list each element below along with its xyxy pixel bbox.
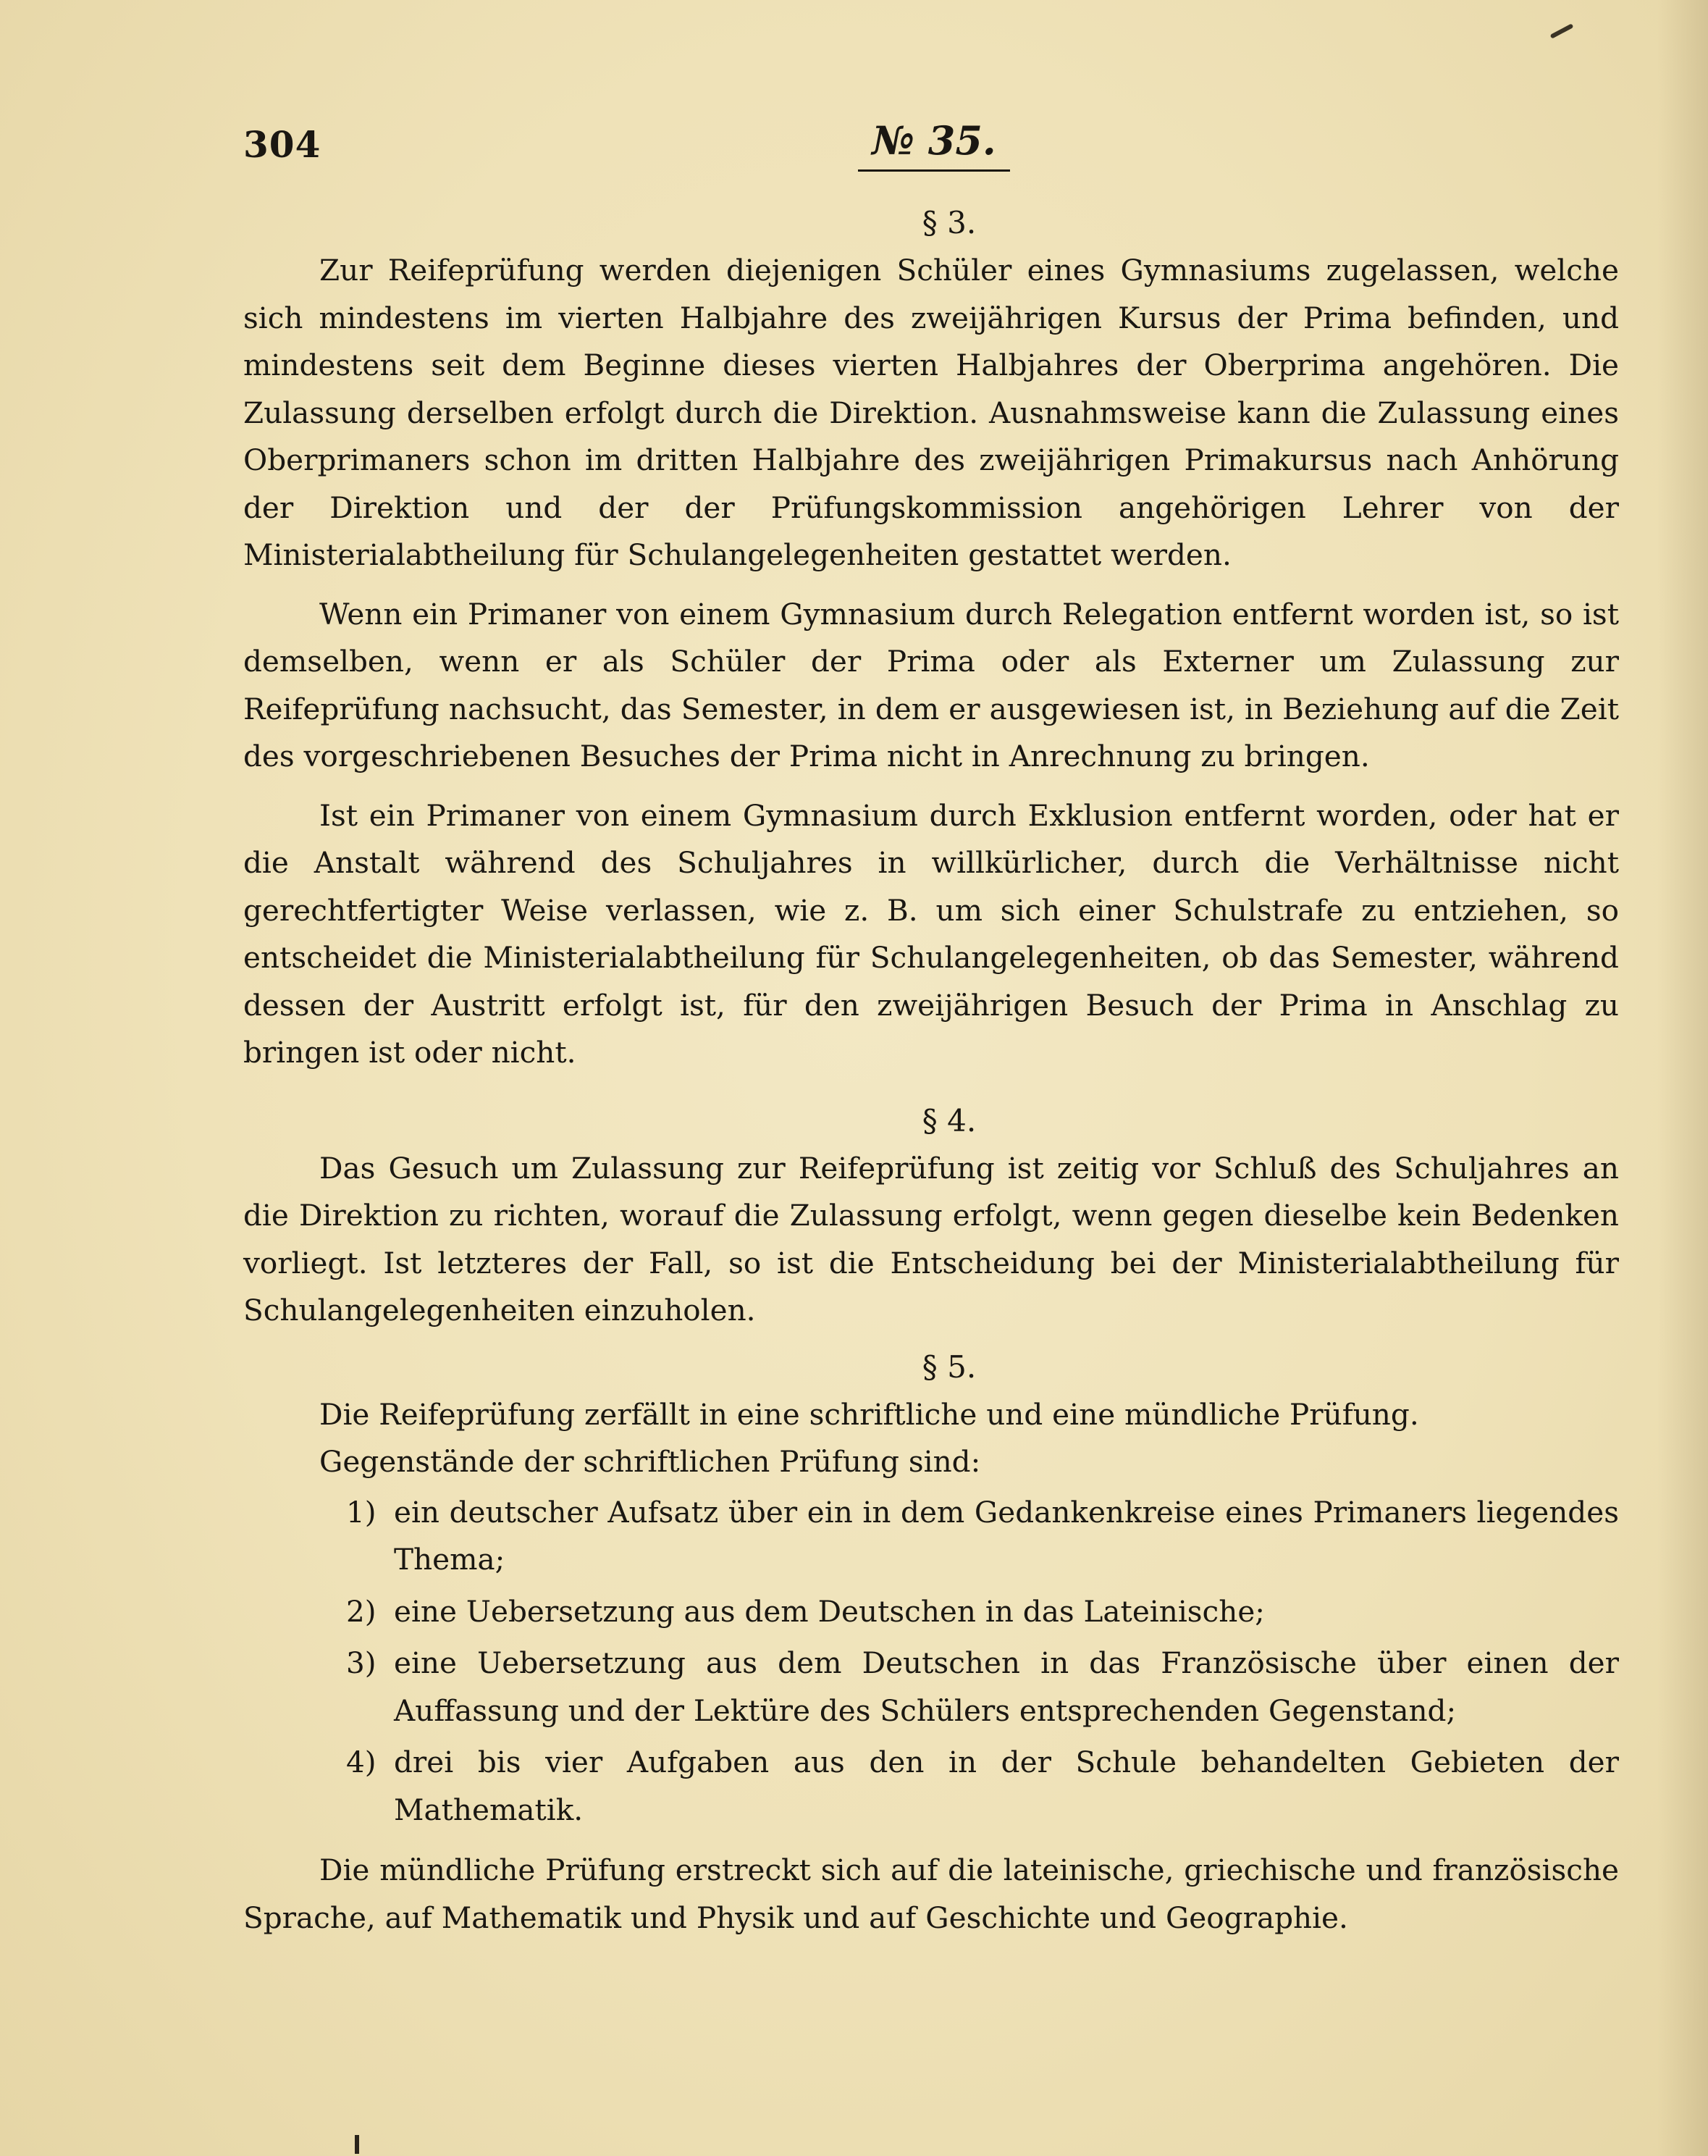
list-item	[243, 1489, 1619, 1584]
section-5-heading: § 5.	[922, 1348, 977, 1385]
exam-subjects-list	[243, 1489, 1619, 1834]
list-item	[243, 1588, 1619, 1636]
section-5-list-title: Gegenstände der schriftlichen Prüfung sind:	[319, 1444, 981, 1479]
section-4-heading: § 4.	[922, 1102, 977, 1138]
list-item-number: 1)	[346, 1494, 376, 1530]
section-5-intro: Die Reifeprüfung zerfällt in eine schriftliche und eine mündliche Prüfung.	[319, 1396, 1419, 1432]
section-3-heading: § 3.	[922, 205, 977, 240]
section-3-paragraph-2: Wenn ein Primaner von einem Gymnasium durch Relegation entfernt worden ist, so ist demselben, wenn er als Schüler der Prima oder als Externer um Zulassung zur Reifeprüfung nachsucht, das Semester, in dem er ausgewiesen ist, in Beziehung auf die Zeit des vorgeschriebenen Besuches der Prima nicht in Anrechnung zu bringen.	[243, 596, 1619, 773]
section-4-paragraph-1: Das Gesuch um Zulassung zur Reifeprüfung ist zeitig vor Schluß des Schuljahres an die Direktion zu richten, worauf die Zulassung erfolgt, wenn gegen dieselbe kein Bedenken vorliegt. Ist letzteres der Fall, so ist die Entscheidung bei der Ministerialabtheilung für Schulangelegenheiten einzuholen.	[243, 1150, 1619, 1327]
list-item-text: drei bis vier Aufgaben aus den in der Schule behandelten Gebieten der Mathematik.	[394, 1745, 1619, 1827]
page-edge-shadow	[1657, 0, 1708, 2156]
section-3-paragraph-3: Ist ein Primaner von einem Gymnasium durch Exklusion entfernt worden, oder hat er die Anstalt während des Schuljahres in willkürlicher, durch die Verhältnisse nicht gerechtfertigter Weise verlassen, wie z. B. um sich einer Schulstrafe zu entziehen, so entscheidet die Ministerialabtheilung für Schulangelegenheiten, ob das Semester, während dessen der Austritt erfolgt ist, für den zweijährigen Besuch der Prima in Anschlag zu bringen ist oder nicht.	[243, 797, 1619, 1070]
section-5-final-paragraph: Die mündliche Prüfung erstreckt sich auf die lateinische, griechische und französische Sprache, auf Mathematik und Physik und auf Geschichte und Geographie.	[243, 1853, 1619, 1935]
list-item	[243, 1640, 1619, 1735]
list-item-number: 3)	[346, 1645, 376, 1680]
ink-speck	[355, 2135, 359, 2154]
section-3-paragraph-1: Zur Reifeprüfung werden diejenigen Schüler eines Gymnasiums zugelassen, welche sich mindestens im vierten Halbjahre des zweijährigen Kursus der Prima befinden, und mindestens seit dem Beginne dieses vierten Halbjahres der Oberprima angehören. Die Zulassung derselben erfolgt durch die Direktion. Ausnahmsweise kann die Zulassung eines Oberprimaners schon im dritten Halbjahre des zweijährigen Primakursus nach Anhörung der Direktion und der der Prüfungskommission angehörigen Lehrer von der Ministerialabtheilung für Schulangelegenheiten gestattet werden.	[243, 253, 1619, 572]
list-item-text: eine Uebersetzung aus dem Deutschen in das Lateinische;	[394, 1593, 1265, 1629]
document-number: № 35.	[858, 117, 1010, 172]
list-item-number: 4)	[346, 1745, 376, 1779]
list-item	[243, 1739, 1619, 1834]
page-body	[243, 199, 1619, 1942]
list-item-text: eine Uebersetzung aus dem Deutschen in das Französische über einen der Auffassung und der Lektüre des Schülers entsprechenden Gegenstand;	[394, 1645, 1619, 1728]
page-number: 304	[243, 123, 321, 166]
list-item-number: 2)	[346, 1593, 376, 1629]
list-item-text: ein deutscher Aufsatz über ein in dem Gedankenkreise eines Primaners liegendes Thema;	[394, 1494, 1619, 1577]
ink-mark	[1550, 23, 1574, 38]
